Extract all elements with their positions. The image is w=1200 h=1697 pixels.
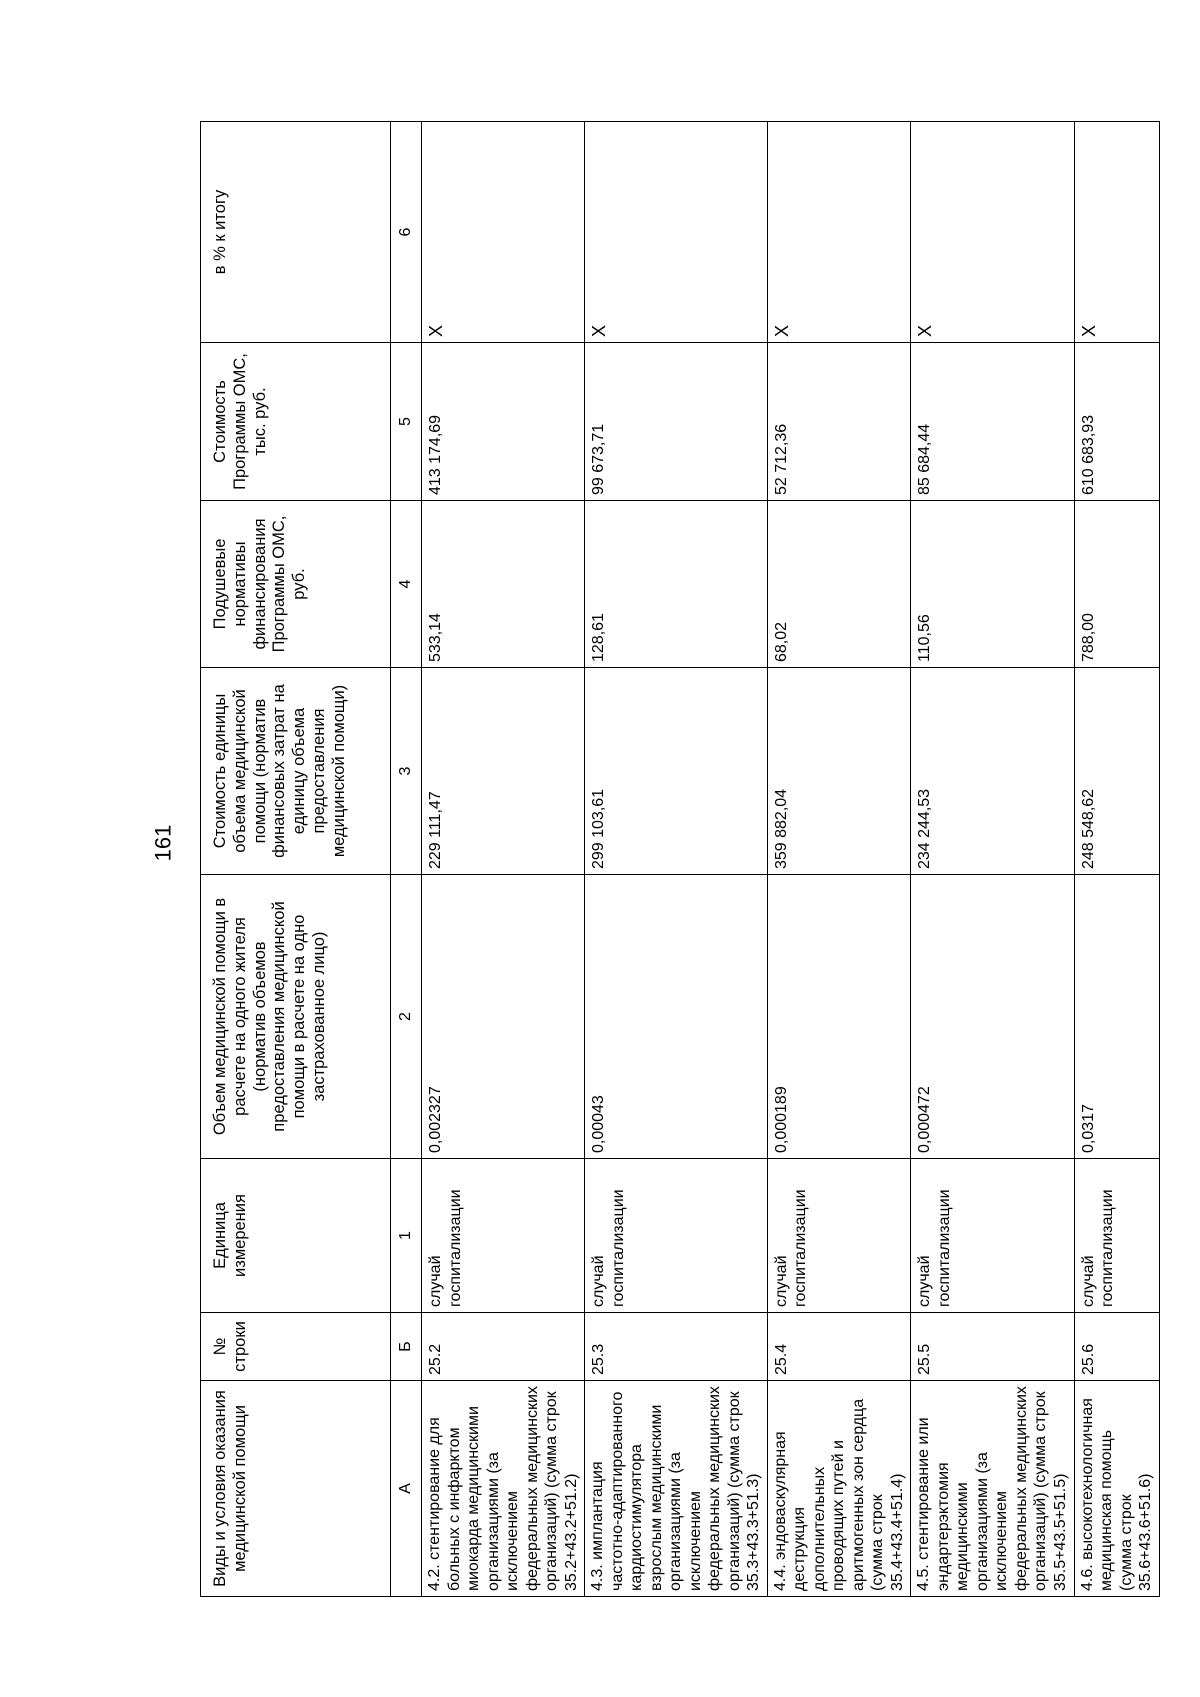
column-index-cell: 3 [391, 668, 422, 875]
header-cell: Стоимость Программы ОМС, тыс. руб. [201, 343, 391, 501]
rotated-table-wrapper [200, 122, 1155, 1597]
header-cell: Подушевые нормативы финансирования Программы ОМС, руб. [201, 501, 391, 668]
row-unit: случай госпитализации [911, 1159, 1074, 1313]
column-index-cell: 6 [391, 122, 422, 343]
row-total: 99 673,71 [585, 343, 768, 501]
row-volume: 0,00043 [585, 875, 768, 1159]
table-header-row [201, 122, 391, 1597]
row-percent: Х [585, 122, 768, 343]
row-total: 52 712,36 [767, 343, 911, 501]
row-name: 4.5. стентирование или эндартерэктомия медицинскими организациями (за исключением федеральных медицинских организаций) (сумма строк 35.5+43.5+51.5) [911, 1381, 1074, 1597]
row-unit: случай госпитализации [1074, 1159, 1159, 1313]
column-index-cell: 4 [391, 501, 422, 668]
table-row [422, 122, 585, 1597]
row-per-capita: 788,00 [1074, 501, 1159, 668]
column-index-cell: 2 [391, 875, 422, 1159]
row-name: 4.3. имплантация частотно-адаптированного кардиостимулятора взрослым медицинскими организациями (за исключением федеральных медицинских организаций) (сумма строк 35.3+43.3+51.3) [585, 1381, 768, 1597]
row-unit-cost: 299 103,61 [585, 668, 768, 875]
header-cell: Единица измерения [201, 1159, 391, 1313]
row-unit-cost: 359 882,04 [767, 668, 911, 875]
row-unit-cost: 248 548,62 [1074, 668, 1159, 875]
row-percent: Х [1074, 122, 1159, 343]
row-unit-cost: 229 111,47 [422, 668, 585, 875]
column-index-cell: 5 [391, 343, 422, 501]
row-name: 4.6. высокотехнологичная медицинская помощь (сумма строк 35.6+43.6+51.6) [1074, 1381, 1159, 1597]
row-line: 25.6 [1074, 1313, 1159, 1381]
row-volume: 0,0317 [1074, 875, 1159, 1159]
row-per-capita: 128,61 [585, 501, 768, 668]
row-per-capita: 110,56 [911, 501, 1074, 668]
row-unit-cost: 234 244,53 [911, 668, 1074, 875]
row-total: 85 684,44 [911, 343, 1074, 501]
row-total: 610 683,93 [1074, 343, 1159, 501]
column-index-cell: Б [391, 1313, 422, 1381]
column-index-cell: 1 [391, 1159, 422, 1313]
column-index-row [391, 122, 422, 1597]
row-line: 25.3 [585, 1313, 768, 1381]
row-line: 25.5 [911, 1313, 1074, 1381]
header-cell: Объем медицинской помощи в расчете на одного жителя (норматив объемов предоставления медицинской помощи в расчете на одно застрахованное лицо) [201, 875, 391, 1159]
row-total: 413 174,69 [422, 343, 585, 501]
header-cell: Виды и условия оказания медицинской помощи [201, 1381, 391, 1597]
table-row [767, 122, 911, 1597]
table-row [1074, 122, 1159, 1597]
row-percent: Х [911, 122, 1074, 343]
row-per-capita: 68,02 [767, 501, 911, 668]
header-cell: № строки [201, 1313, 391, 1381]
row-unit: случай госпитализации [767, 1159, 911, 1313]
row-percent: Х [767, 122, 911, 343]
page-number: 161 [150, 824, 176, 862]
row-line: 25.2 [422, 1313, 585, 1381]
column-index-cell: А [391, 1381, 422, 1597]
table-row [911, 122, 1074, 1597]
row-volume: 0,002327 [422, 875, 585, 1159]
row-line: 25.4 [767, 1313, 911, 1381]
row-unit: случай госпитализации [585, 1159, 768, 1313]
row-unit: случай госпитализации [422, 1159, 585, 1313]
row-percent: Х [422, 122, 585, 343]
row-volume: 0,000472 [911, 875, 1074, 1159]
row-volume: 0,000189 [767, 875, 911, 1159]
row-name: 4.4. эндоваскулярная деструкция дополнительных проводящих путей и аритмогенных зон сердца (сумма строк 35.4+43.4+51.4) [767, 1381, 911, 1597]
table-row [585, 122, 768, 1597]
header-cell: Стоимость единицы объема медицинской помощи (норматив финансовых затрат на единицу объема предоставления медицинской помощи) [201, 668, 391, 875]
omc-cost-table [200, 121, 1160, 1597]
row-per-capita: 533,14 [422, 501, 585, 668]
header-cell: в % к итогу [201, 122, 391, 343]
row-name: 4.2. стентирование для больных с инфарктом миокарда медицинскими организациями (за исключением федеральных медицинских организаций) (сумма строк 35.2+43.2+51.2) [422, 1381, 585, 1597]
